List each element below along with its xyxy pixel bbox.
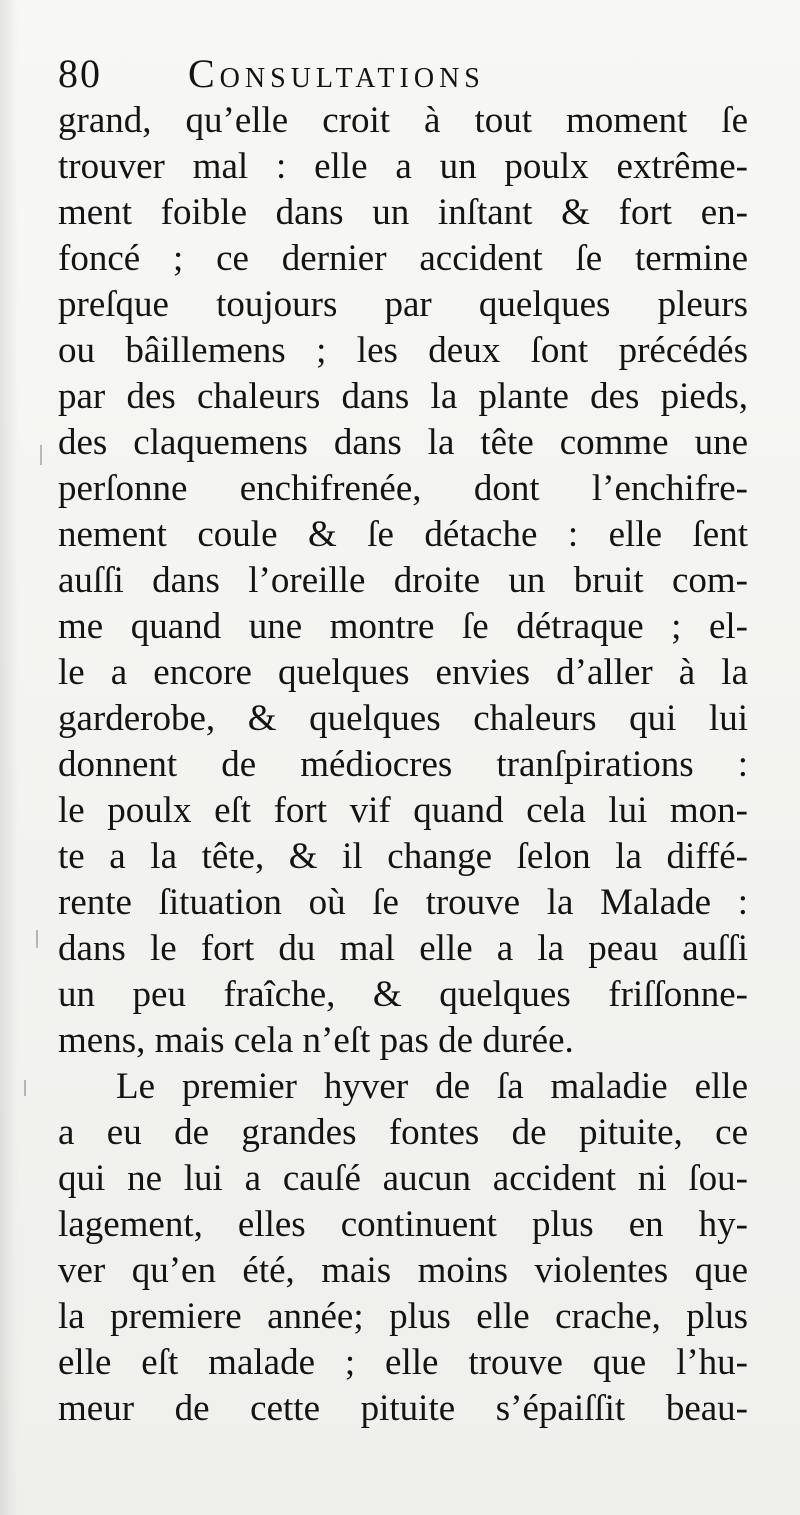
text-line: perſonne enchifrenée, dont l’enchifre- bbox=[58, 468, 748, 509]
scan-mark bbox=[40, 445, 42, 465]
text-line: a eu de grandes fontes de pituite, ce bbox=[58, 1112, 748, 1153]
text-line: foncé ; ce dernier accident ſe termine bbox=[58, 238, 748, 279]
text-line: auſſi dans l’oreille droite un bruit com- bbox=[58, 560, 748, 601]
text-line: mens, mais cela n’eſt pas de durée. bbox=[58, 1020, 574, 1061]
text-line: garderobe, & quelques chaleurs qui lui bbox=[58, 698, 748, 739]
text-line: rente ſituation où ſe trouve la Malade : bbox=[58, 882, 748, 923]
running-head: Consultations bbox=[188, 51, 485, 96]
text-line: le a encore quelques envies d’aller à la bbox=[58, 652, 748, 693]
page-header bbox=[58, 44, 760, 104]
text-line: Le premier hyver de ſa maladie elle bbox=[116, 1066, 748, 1107]
text-line: meur de cette pituite s’épaiſſit beau- bbox=[58, 1388, 748, 1429]
text-line: dans le fort du mal elle a la peau auſſi bbox=[58, 928, 748, 969]
text-line: qui ne lui a cauſé aucun accident ni ſou- bbox=[58, 1158, 748, 1199]
text-line: donnent de médiocres tranſpirations : bbox=[58, 744, 748, 785]
text-line: me quand une montre ſe détraque ; el- bbox=[58, 606, 748, 647]
text-line: des claquemens dans la tête comme une bbox=[58, 422, 748, 463]
text-line: ment foible dans un inſtant & fort en- bbox=[58, 192, 748, 233]
scan-mark bbox=[36, 930, 38, 948]
text-line: elle eſt malade ; elle trouve que l’hu- bbox=[58, 1342, 748, 1383]
text-line: par des chaleurs dans la plante des pieds, bbox=[58, 376, 748, 417]
text-line: la premiere année; plus elle crache, plus bbox=[58, 1296, 748, 1337]
text-line: un peu fraîche, & quelques friſſonne- bbox=[58, 974, 748, 1015]
text-line: nement coule & ſe détache : elle ſent bbox=[58, 514, 748, 555]
text-line: te a la tête, & il change ſelon la diffé- bbox=[58, 836, 748, 877]
text-line: preſque toujours par quelques pleurs bbox=[58, 284, 748, 325]
page-number: 80 bbox=[58, 51, 102, 96]
text-line: ou bâillemens ; les deux ſont précédés bbox=[58, 330, 748, 371]
text-line: lagement, elles continuent plus en hy- bbox=[58, 1204, 748, 1245]
text-line: ver qu’en été, mais moins violentes que bbox=[58, 1250, 748, 1291]
body-text bbox=[58, 98, 748, 1432]
text-line: le poulx eſt fort vif quand cela lui mon- bbox=[58, 790, 748, 831]
scan-mark bbox=[24, 1080, 26, 1096]
text-line: trouver mal : elle a un poulx extrême- bbox=[58, 146, 748, 187]
text-line: grand, qu’elle croit à tout moment ſe bbox=[58, 100, 748, 141]
